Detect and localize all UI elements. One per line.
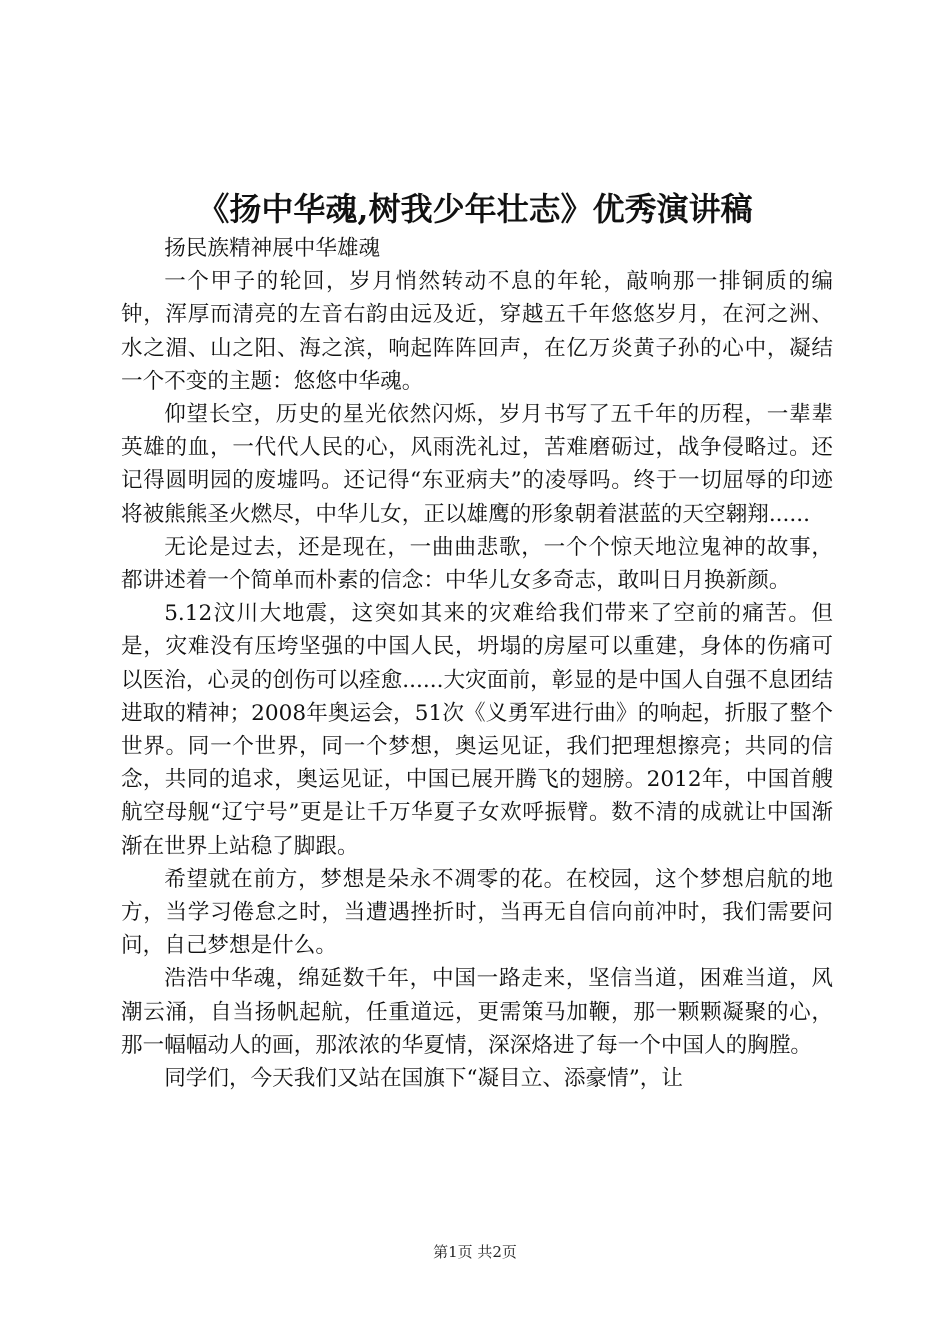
page-number-footer: 第1页 共2页	[433, 1243, 517, 1261]
paragraph: 希望就在前方，梦想是朵永不凋零的花。在校园，这个梦想启航的地方，当学习倦怠之时，当遭遇挫折时，当再无自信向前冲时，我们需要问问，自己梦想是什么。	[121, 866, 833, 959]
paragraph: 一个甲子的轮回，岁月悄然转动不息的年轮，敲响那一排铜质的编钟，浑厚而清亮的左音右韵由远及近，穿越五千年悠悠岁月，在河之洲、水之湄、山之阳、海之滨，响起阵阵回声，在亿万炎黄子孙的心中，凝结一个不变的主题：悠悠中华魂。	[121, 269, 833, 394]
paragraph: 无论是过去，还是现在，一曲曲悲歌，一个个惊天地泣鬼神的故事，都讲述着一个简单而朴素的信念：中华儿女多奇志，敢叫日月换新颜。	[121, 534, 833, 594]
paragraph: 浩浩中华魂，绵延数千年，中国一路走来，坚信当道，困难当道，风潮云涌，自当扬帆起航，任重道远，更需策马加鞭，那一颗颗凝聚的心，那一幅幅动人的画，那浓浓的华夏情，深深烙进了每一个中国人的胸膛。	[121, 966, 833, 1058]
paragraph: 仰望长空，历史的星光依然闪烁，岁月书写了五千年的历程，一辈辈英雄的血，一代代人民的心，风雨洗礼过，苦难磨砺过，战争侵略过。还记得圆明园的废墟吗。还记得“东亚病夫”的凌辱吗。终于一切屈辱的印迹将被熊熊圣火燃尽，中华儿女，正以雄鹰的形象朝着湛蓝的天空翱翔......	[121, 402, 833, 527]
document-body	[121, 232, 833, 1095]
paragraph: 5.12汶川大地震，这突如其来的灾难给我们带来了空前的痛苦。但是，灾难没有压垮坚强的中国人民，坍塌的房屋可以重建，身体的伤痛可以医治，心灵的创伤可以痊愈......大灾面前，彰显的是中国人自强不息团结进取的精神；2008年奥运会，51次《义勇军进行曲》的响起，折服了整个世界。同一个世界，同一个梦想，奥运见证，我们把理想擦亮；共同的信念，共同的追求，奥运见证，中国已展开腾飞的翅膀。2012年，中国首艘航空母舰“辽宁号”更是让千万华夏子女欢呼振臂。数不清的成就让中国渐渐在世界上站稳了脚跟。	[121, 601, 833, 859]
paragraph: 同学们，今天我们又站在国旗下“凝目立、添豪情”，让	[164, 1066, 683, 1092]
paragraph-subtitle: 扬民族精神展中华雄魂	[164, 236, 381, 261]
document-title: 《扬中华魂,树我少年壮志》优秀演讲稿	[197, 190, 753, 228]
